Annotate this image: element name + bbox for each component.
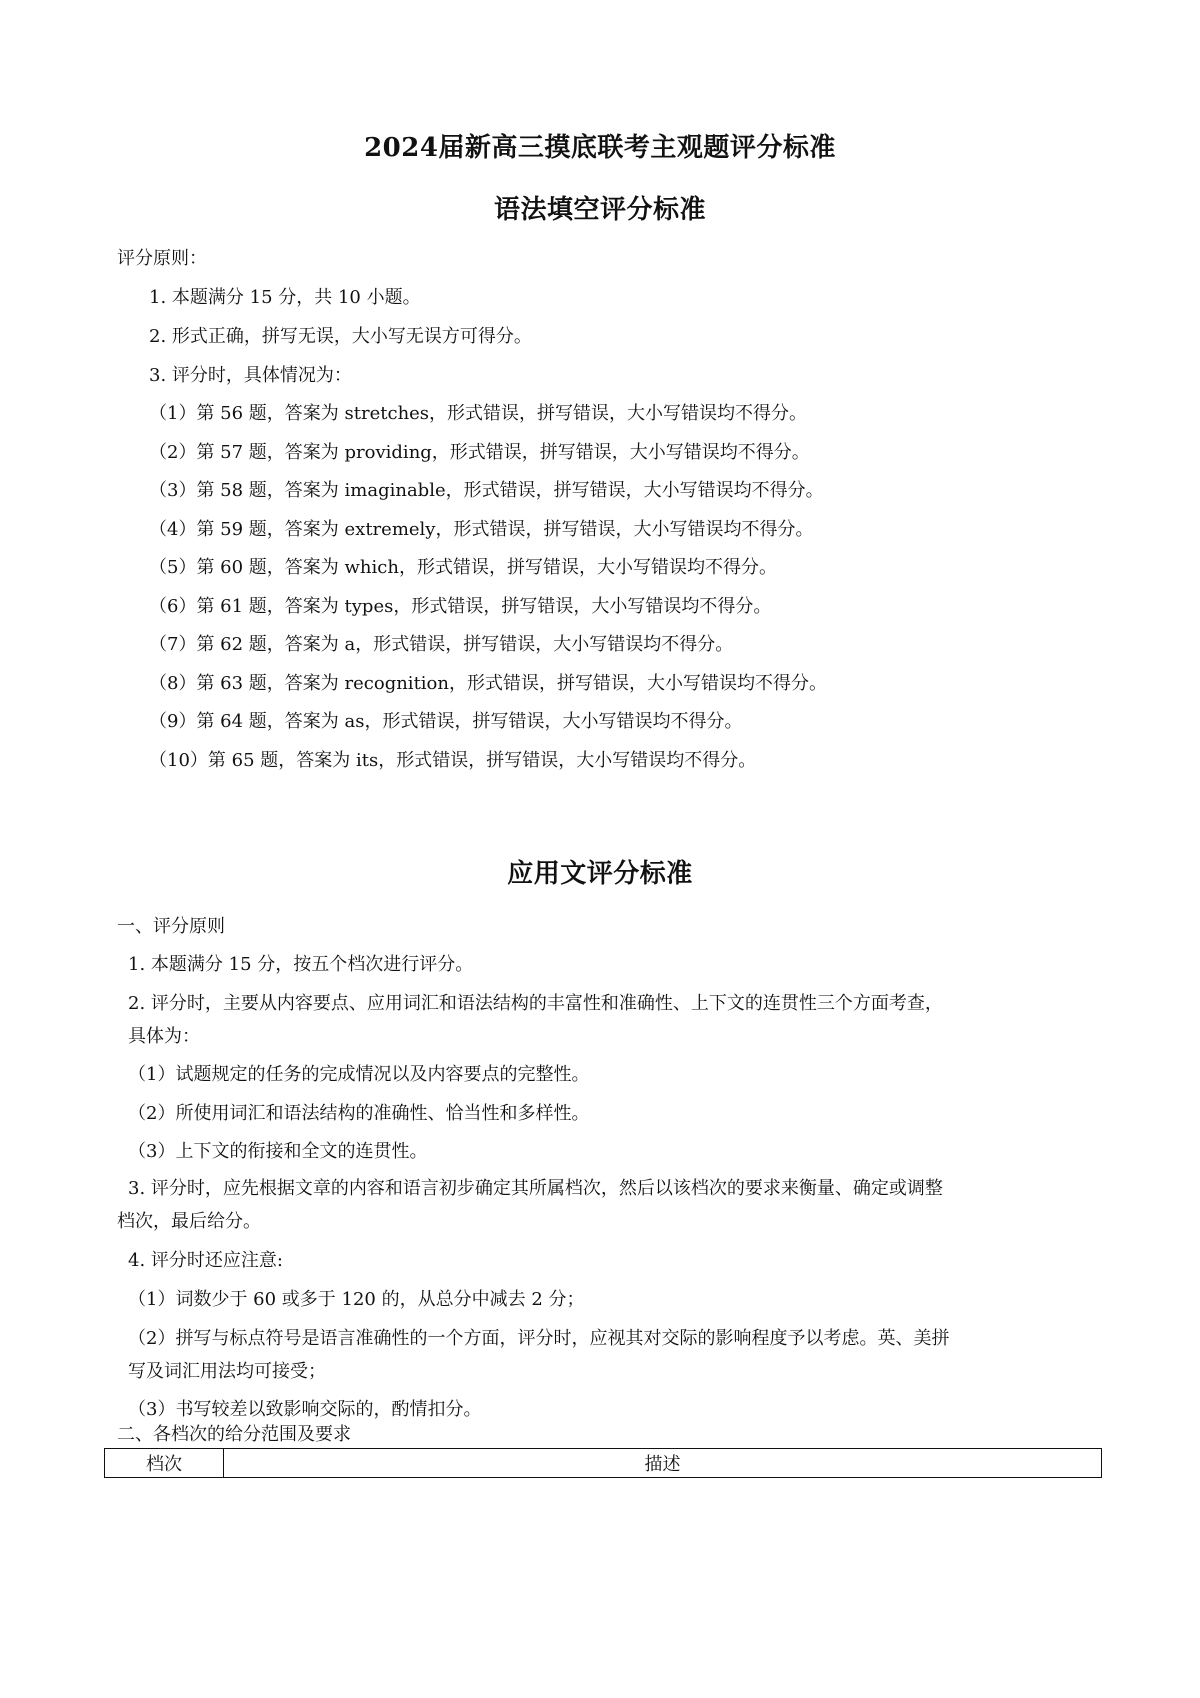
grammar-rule-1: 1. 本题满分 15 分，共 10 小题。 <box>149 287 421 308</box>
grammar-item: （1）第 56 题，答案为 stretches，形式错误，拼写错误，大小写错误均不得分。 <box>149 403 808 424</box>
writing-section1-heading: 一、评分原则 <box>117 916 225 937</box>
grammar-item: （9）第 64 题，答案为 as，形式错误，拼写错误，大小写错误均不得分。 <box>149 711 743 732</box>
grammar-item: （6）第 61 题，答案为 types，形式错误，拼写错误，大小写错误均不得分。 <box>149 596 772 617</box>
grammar-item: （3）第 58 题，答案为 imaginable，形式错误，拼写错误，大小写错误均不得分。 <box>149 480 824 501</box>
main-title: 2024届新高三摸底联考主观题评分标准 <box>364 133 836 163</box>
table-header-grade: 档次 <box>105 1449 224 1478</box>
grammar-rule-2: 2. 形式正确，拼写无误，大小写无误方可得分。 <box>149 326 532 347</box>
grammar-item: （8）第 63 题，答案为 recognition，形式错误，拼写错误，大小写错误均不得分。 <box>149 673 827 694</box>
grammar-item: （10）第 65 题，答案为 its，形式错误，拼写错误，大小写错误均不得分。 <box>149 750 757 771</box>
grammar-section-title: 语法填空评分标准 <box>493 195 706 225</box>
writing-principle-4-item: （1）词数少于 60 或多于 120 的，从总分中减去 2 分； <box>128 1289 585 1310</box>
writing-principle-4-item-line2: 写及词汇用法均可接受； <box>128 1361 326 1382</box>
grade-table <box>104 1448 1102 1478</box>
grammar-item: （4）第 59 题，答案为 extremely，形式错误，拼写错误，大小写错误均不得分。 <box>149 519 814 540</box>
writing-principle-2-item: （1）试题规定的任务的完成情况以及内容要点的完整性。 <box>128 1064 590 1085</box>
writing-principle-4-item: （3）书写较差以致影响交际的，酌情扣分。 <box>128 1399 482 1420</box>
writing-principle-4: 4. 评分时还应注意: <box>128 1250 283 1271</box>
writing-principle-3-line1: 3. 评分时，应先根据文章的内容和语言初步确定其所属档次，然后以该档次的要求来衡量、确定或调整 <box>128 1178 943 1199</box>
table-header-row <box>105 1449 1102 1478</box>
writing-section2-heading: 二、各档次的给分范围及要求 <box>117 1424 351 1445</box>
table-header-description: 描述 <box>224 1449 1102 1478</box>
writing-principle-2-item: （2）所使用词汇和语法结构的准确性、恰当性和多样性。 <box>128 1103 590 1124</box>
grammar-rule-3: 3. 评分时，具体情况为： <box>149 365 352 386</box>
grammar-item: （7）第 62 题，答案为 a，形式错误，拼写错误，大小写错误均不得分。 <box>149 634 734 655</box>
writing-principle-2-line1: 2. 评分时，主要从内容要点、应用词汇和语法结构的丰富性和准确性、上下文的连贯性三个方面考查， <box>128 993 943 1014</box>
writing-principle-2-line2: 具体为： <box>128 1026 200 1047</box>
grammar-principle-label: 评分原则： <box>117 248 207 269</box>
writing-principle-3-line2: 档次，最后给分。 <box>117 1211 261 1232</box>
writing-principle-4-item-line1: （2）拼写与标点符号是语言准确性的一个方面，评分时，应视其对交际的影响程度予以考虑。英、美拼 <box>128 1328 950 1349</box>
writing-principle-1: 1. 本题满分 15 分，按五个档次进行评分。 <box>128 954 474 975</box>
grammar-item: （5）第 60 题，答案为 which，形式错误，拼写错误，大小写错误均不得分。 <box>149 557 777 578</box>
writing-principle-2-item: （3）上下文的衔接和全文的连贯性。 <box>128 1141 428 1162</box>
writing-section-title: 应用文评分标准 <box>507 859 693 889</box>
grammar-item: （2）第 57 题，答案为 providing，形式错误，拼写错误，大小写错误均不得分。 <box>149 442 810 463</box>
